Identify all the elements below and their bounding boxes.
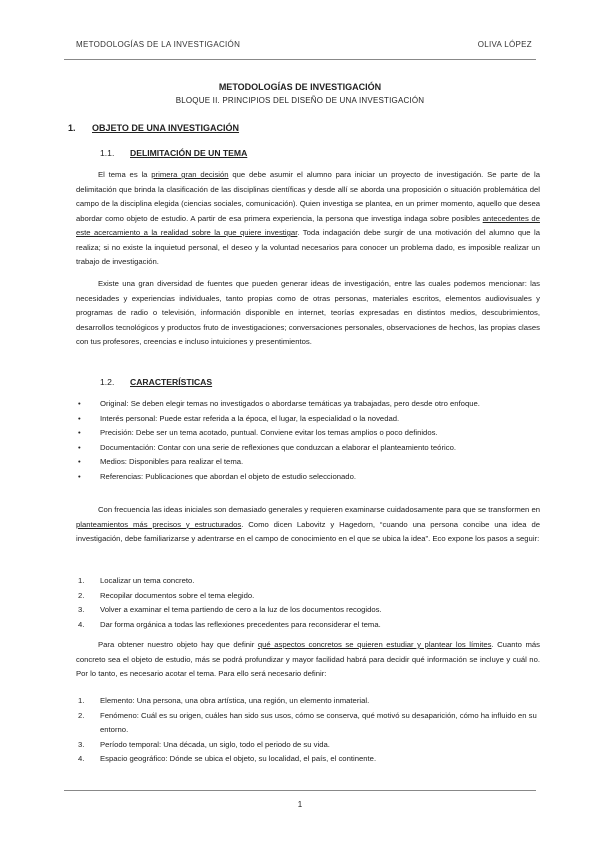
list-marker: 4. [78,754,85,763]
subsection-title: DELIMITACIÓN DE UN TEMA [130,148,248,158]
list-item-text: Precisión: Debe ser un tema acotado, puntual. Conviene evitar los temas amplios o poco definidos. [100,428,438,437]
list-item-text: Medios: Disponibles para realizar el tema. [100,457,244,466]
page-number: 1 [297,800,303,809]
list-marker: 1. [78,576,85,585]
list-item-text: Referencias: Publicaciones que abordan el objeto de estudio seleccionado. [100,471,356,481]
step-item [76,603,540,618]
define-list [76,694,540,767]
list-item-text: Recopilar documentos sobre el tema elegido. [100,590,255,600]
subsection-number: 1.1. [100,148,115,158]
underlined-phrase: planteamientos más precisos y estructurados [76,519,242,529]
section-title: OBJETO DE UNA INVESTIGACIÓN [92,123,240,133]
list-item-text: Elemento: Una persona, una obra artística, una región, un elemento inmaterial. [100,696,370,705]
characteristic-item [76,441,540,456]
list-item-text: Documentación: Contar con una serie de reflexiones que conduzcan a elaborar el planteamiento teórico. [100,442,456,452]
underlined-phrase: primera gran decisión [151,170,229,179]
footer-divider [64,790,536,791]
list-marker: • [78,399,81,408]
list-item-text: Original: Se deben elegir temas no investigados o abordarse temáticas ya trabajadas, pero desde otro enfoque. [100,399,480,408]
document-subtitle: BLOQUE II. PRINCIPIOS DEL DISEÑO DE UNA INVESTIGACIÓN [175,96,425,105]
list-marker: • [78,471,81,481]
steps-list [76,574,540,632]
subsection-heading-1-1 [100,148,247,158]
list-marker: 3. [78,739,85,749]
list-marker: 3. [78,605,85,614]
list-item-text: Interés personal: Puede estar referida a la época, el lugar, la especialidad o la novedad. [100,413,400,423]
characteristic-item [76,455,540,470]
characteristic-item [76,412,540,427]
define-item [76,738,540,753]
underlined-phrase: qué aspectos concretos se quieren estudiar y plantear los límites [257,640,492,649]
list-marker: • [78,413,81,423]
header-author: OLIVA LÓPEZ [477,40,532,49]
list-marker: 2. [78,590,85,600]
list-item-text: Volver a examinar el tema partiendo de cero a la luz de los documentos recogidos. [100,605,382,614]
section-heading-1 [68,123,239,133]
paragraph-ideas: Con frecuencia las ideas iniciales son demasiado generales y requieren examinarse cuidadosamente para que se transformen en planteamientos más precisos y estructurados. Como dicen Labovitz y Hagedorn, “cuando una persona concibe una idea de investigación, debe familiarizarse y adentrarse en el campo de conocimiento en el que se ubica la idea”. Eco expone los pasos a seguir: [76,505,540,543]
header-divider [64,59,536,60]
paragraph-objeto: Para obtener nuestro objeto hay que definir qué aspectos concretos se quieren estudiar y plantear los límites. Cuanto más concreto sea el objeto de estudio, más se podrá profundizar y mayor facilidad habrá para decidir qué información se incluye y cuál no. Por lo tanto, es necesario acotar el tema. Para ello será necesario definir: [76,640,540,678]
underlined-phrase: antecedentes de este acercamiento a la realidad sobre la que quiere investigar [76,213,540,237]
header-course-title: METODOLOGÍAS DE LA INVESTIGACIÓN [76,40,241,49]
list-marker: • [78,428,81,437]
paragraph-fuentes: Existe una gran diversidad de fuentes que pueden generar ideas de investigación, entre las cuales podemos mencionar: las necesidades y experiencias individuales, tanto propias como de otras personas, materiales escritos, elementos audiovisuales y programas de radio o televisión, información disponible en internet, teorías expresadas en distintos medios, descubrimientos, desarrollos tecnológicos y productos fruto de investigaciones; conversaciones personales, observaciones de hechos, las propias clases con tus profesores, creencias e incluso intuiciones y presentimientos. [76,279,540,346]
define-item [76,752,540,767]
list-item-text: Dar forma orgánica a todas las reflexiones precedentes para reconsiderar el tema. [100,619,381,629]
list-item-text: Espacio geográfico: Dónde se ubica el objeto, su localidad, el país, el continente. [100,754,377,763]
section-number: 1. [68,123,76,133]
characteristics-list [76,397,540,484]
characteristic-item [76,470,540,485]
list-item-text: Localizar un tema concreto. [100,576,195,585]
step-item [76,618,540,633]
subsection-title: CARACTERÍSTICAS [130,377,213,387]
step-item [76,574,540,589]
list-marker: 1. [78,696,85,705]
step-item [76,589,540,604]
list-marker: 2. [78,710,85,720]
list-item-text: Fenómeno: Cuál es su origen, cuáles han sido sus usos, cómo se conserva, qué motivó su desaparición, cómo ha influido en su entorno. [100,710,537,734]
document-title: METODOLOGÍAS DE INVESTIGACIÓN [218,82,382,92]
define-item [76,694,540,709]
list-marker: 4. [78,619,85,629]
list-marker: • [78,442,81,452]
subsection-heading-1-2 [100,377,212,387]
define-item [76,709,540,738]
list-item-text: Período temporal: Una década, un siglo, todo el periodo de su vida. [100,739,330,749]
list-marker: • [78,457,81,466]
characteristic-item [76,397,540,412]
subsection-number: 1.2. [100,377,115,387]
paragraph-tema: El tema es la primera gran decisión que debe asumir el alumno para iniciar un proyecto de investigación. Se parte de la delimitación que brinda la clasificación de las disciplinas científicas y desde allí se aborda una proposición o situación problemática del campo de la disciplina elegida (ciencias sociales, comunicación). Quien investiga se plantea, en un primer momento, aquello que desea abordar como objeto de estudio. A partir de esa primera experiencia, la persona que investiga indaga sobre posibles antecedentes de este acercamiento a la realidad sobre la que quiere investigar. Toda indagación debe surgir de una motivación del alumno que la realiza; si no existe la inquietud personal, el deseo y la voluntad necesarios para conocer un problema dado, es imposible realizar un trabajo de investigación. [76,170,541,266]
characteristic-item [76,426,540,441]
